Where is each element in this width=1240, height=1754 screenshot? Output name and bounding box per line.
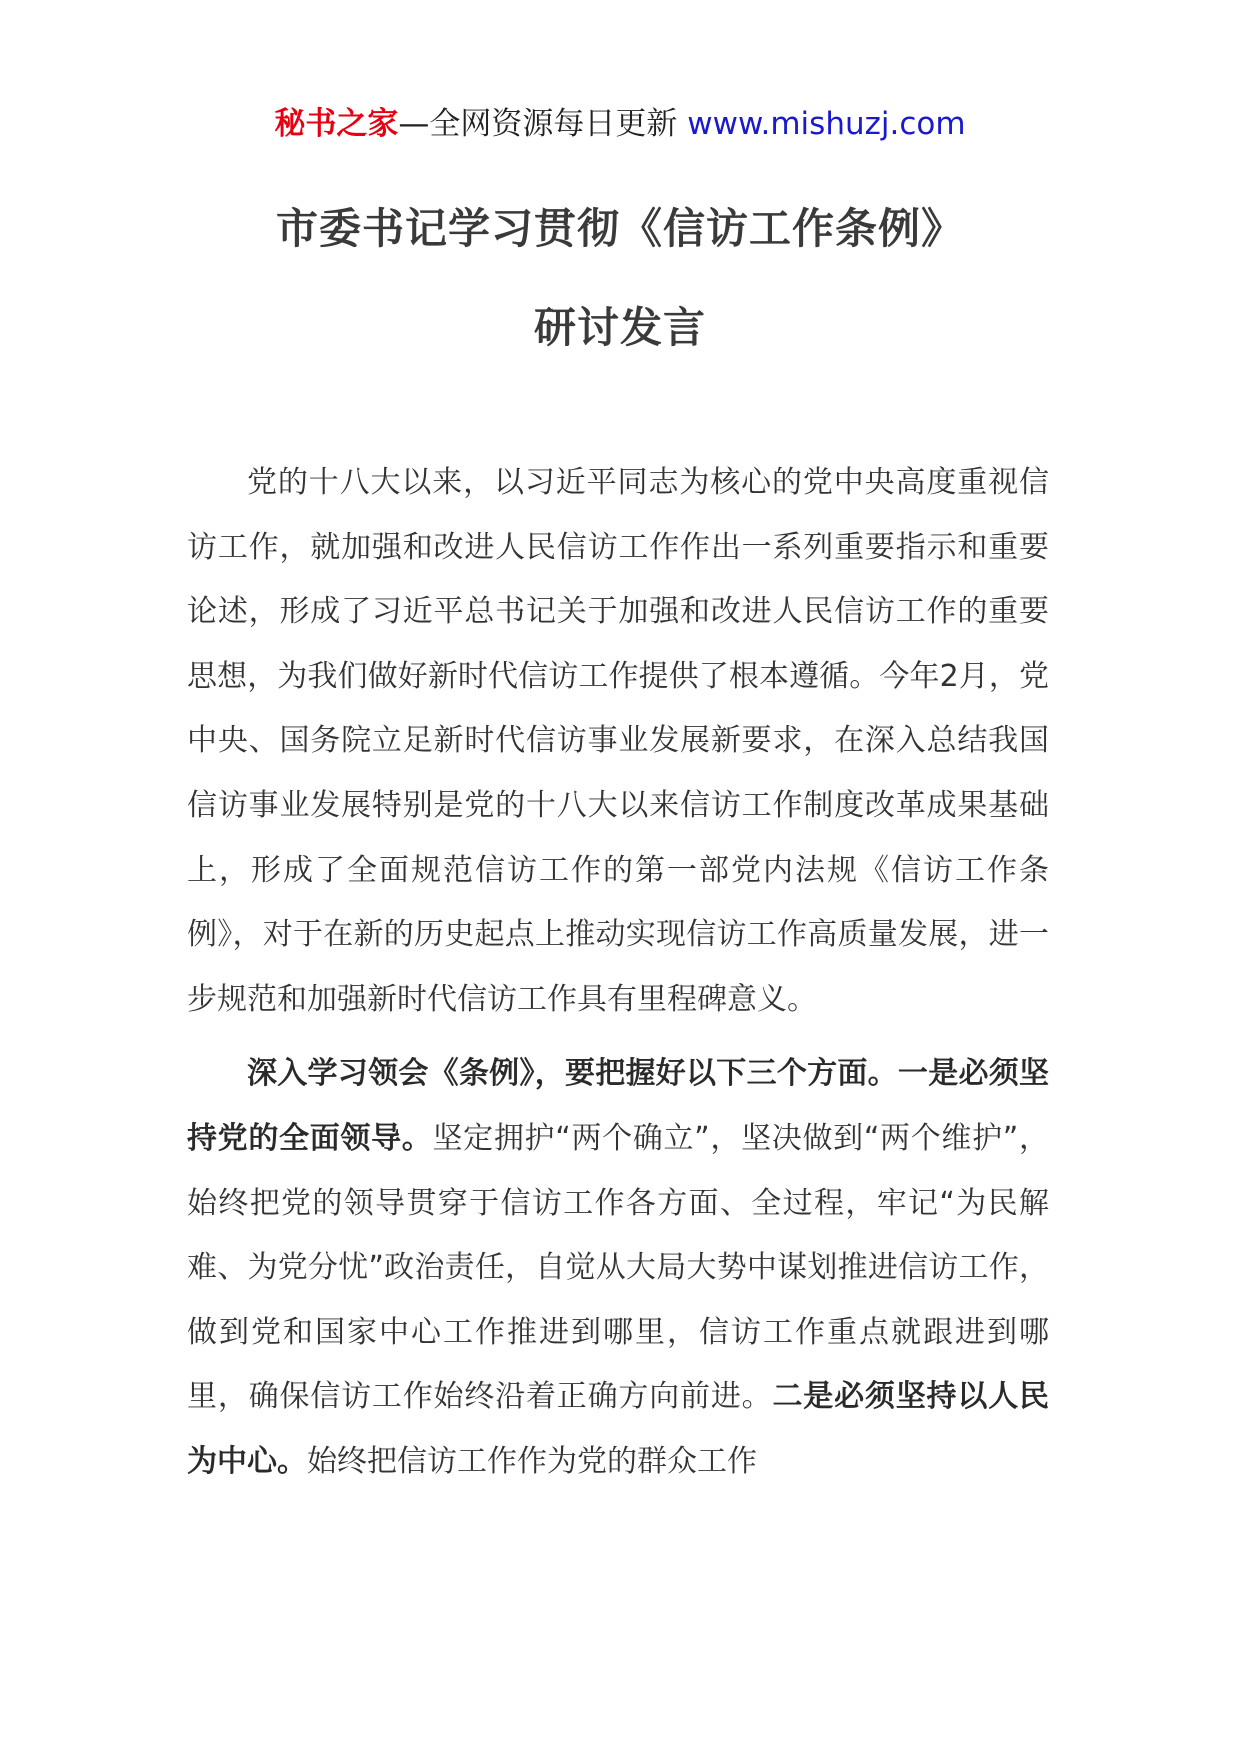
brand-name: 秘书之家 <box>274 106 399 142</box>
header-slogan: —全网资源每日更新 <box>398 106 688 142</box>
paragraph-three-aspects <box>187 1042 1049 1494</box>
document-body <box>187 451 1049 1495</box>
site-header <box>0 100 1240 148</box>
paragraph-intro: 党的十八大以来，以习近平同志为核心的党中央高度重视信访工作，就加强和改进人民信访工作作出一系列重要指示和重要论述，形成了习近平总书记关于加强和改进人民信访工作的重要思想，为我们做好新时代信访工作提供了根本遵循。今年2月，党中央、国务院立足新时代信访事业发展新要求，在深入总结我国信访事业发展特别是党的十八大以来信访工作制度改革成果基础上，形成了全面规范信访工作的第一部党内法规《信访工作条例》，对于在新的历史起点上推动实现信访工作高质量发展，进一步规范和加强新时代信访工作具有里程碑意义。 <box>187 465 1049 1017</box>
document-title-line2: 研讨发言 <box>533 303 706 352</box>
bold-heading-1: 深入学习领会《条例》，要把握好以下三个方面。一是必须坚持党的全面领导。 <box>187 1056 1049 1156</box>
site-url-link[interactable]: www.mishuzj.com <box>687 106 966 142</box>
paragraph-text-2: 始终把信访工作作为党的群众工作 <box>307 1443 757 1479</box>
document-title-line1: 市委书记学习贯彻《信访工作条例》 <box>275 204 964 253</box>
bold-heading-2: 二是必须坚持以人民为中心。 <box>187 1379 1050 1479</box>
paragraph-text-1: 坚定拥护“两个确立”，坚决做到“两个维护”，始终把党的领导贯穿于信访工作各方面、全过程，牢记“为民解难、为党分忧”政治责任，自觉从大局大势中谋划推进信访工作，做到党和国家中心工作推进到哪里，信访工作重点就跟进到哪里，确保信访工作始终沿着正确方向前进。 <box>187 1120 1050 1415</box>
